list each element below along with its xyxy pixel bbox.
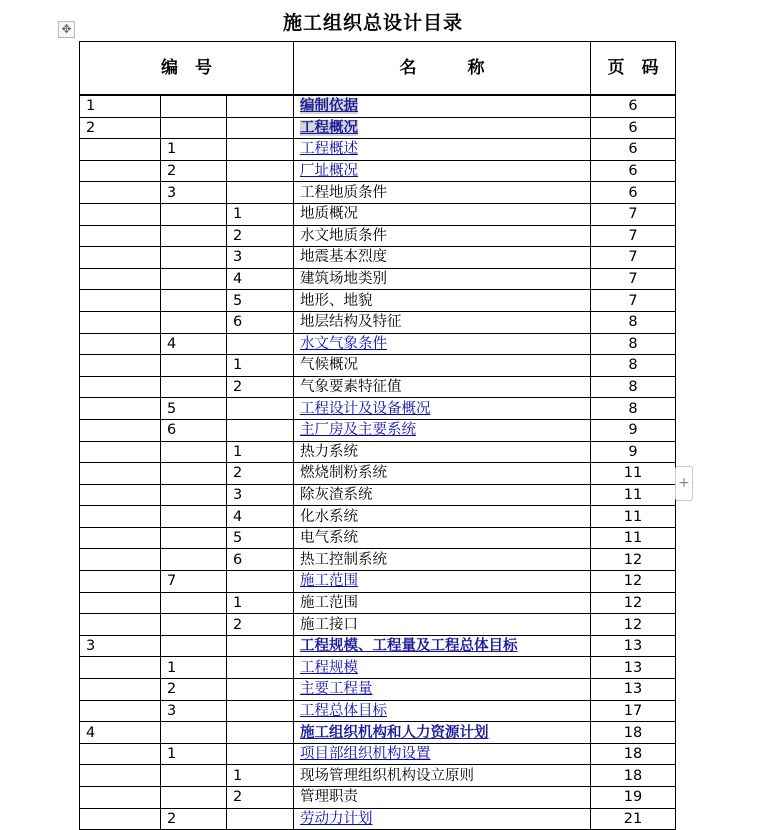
page-number: 9 — [591, 419, 676, 441]
number-level-2: 2 — [161, 160, 227, 182]
entry-link[interactable]: 工程概述 — [300, 141, 359, 158]
number-level-1 — [80, 355, 161, 377]
page-number: 11 — [591, 527, 676, 549]
number-level-3 — [227, 117, 294, 139]
table-row — [80, 722, 676, 744]
table-row — [80, 808, 676, 830]
entry-label: 建筑场地类别 — [300, 271, 388, 288]
table-row — [80, 290, 676, 312]
page-number: 6 — [591, 117, 676, 139]
entry-label: 地层结构及特征 — [300, 314, 402, 331]
table-header-row — [80, 42, 676, 95]
page-number: 11 — [591, 463, 676, 485]
number-level-2: 4 — [161, 333, 227, 355]
entry-name-cell — [294, 290, 591, 312]
document-title: 施工组织总设计目录 — [282, 12, 463, 34]
page-number: 18 — [591, 743, 676, 765]
number-level-3: 4 — [227, 506, 294, 528]
number-level-1 — [80, 787, 161, 809]
table-row — [80, 398, 676, 420]
page-number: 12 — [591, 549, 676, 571]
page-number: 19 — [591, 787, 676, 809]
number-level-3: 1 — [227, 592, 294, 614]
page-number: 12 — [591, 571, 676, 593]
entry-label: 除灰渣系统 — [300, 486, 373, 503]
number-level-2: 7 — [161, 571, 227, 593]
entry-link[interactable]: 项目部组织机构设置 — [300, 746, 431, 763]
number-level-3 — [227, 722, 294, 744]
entry-label: 热工控制系统 — [300, 551, 388, 568]
entry-name-cell — [294, 203, 591, 225]
number-level-3: 1 — [227, 441, 294, 463]
number-level-1 — [80, 203, 161, 225]
page-number: 7 — [591, 290, 676, 312]
number-level-1 — [80, 268, 161, 290]
number-level-1 — [80, 333, 161, 355]
page-number: 21 — [591, 808, 676, 830]
entry-label: 管理职责 — [300, 789, 359, 806]
number-level-2: 3 — [161, 700, 227, 722]
table-row — [80, 419, 676, 441]
entry-link[interactable]: 工程总体目标 — [300, 702, 388, 719]
number-level-2 — [161, 290, 227, 312]
entry-link[interactable]: 施工组织机构和人力资源计划 — [300, 724, 489, 741]
entry-name-cell — [294, 614, 591, 636]
table-row — [80, 160, 676, 182]
number-level-2 — [161, 549, 227, 571]
page-number: 11 — [591, 484, 676, 506]
number-level-1 — [80, 441, 161, 463]
number-level-1 — [80, 614, 161, 636]
table-row — [80, 787, 676, 809]
number-level-3 — [227, 808, 294, 830]
number-level-2 — [161, 355, 227, 377]
number-level-3: 2 — [227, 463, 294, 485]
entry-name-cell — [294, 160, 591, 182]
table-row — [80, 549, 676, 571]
toc-table — [79, 41, 676, 830]
number-level-1 — [80, 182, 161, 204]
table-row — [80, 203, 676, 225]
number-level-2 — [161, 203, 227, 225]
number-level-3: 2 — [227, 787, 294, 809]
header-number: 编 号 — [80, 42, 294, 95]
page-number: 13 — [591, 679, 676, 701]
entry-name-cell — [294, 333, 591, 355]
number-level-2 — [161, 527, 227, 549]
entry-name-cell — [294, 506, 591, 528]
number-level-3 — [227, 700, 294, 722]
number-level-3: 6 — [227, 311, 294, 333]
page-number: 6 — [591, 160, 676, 182]
table-row — [80, 182, 676, 204]
page-number: 8 — [591, 398, 676, 420]
number-level-3 — [227, 160, 294, 182]
page-number: 7 — [591, 247, 676, 269]
number-level-3: 6 — [227, 549, 294, 571]
table-row — [80, 96, 676, 118]
entry-label: 气候概况 — [300, 357, 359, 374]
table-row — [80, 463, 676, 485]
number-level-2: 5 — [161, 398, 227, 420]
entry-name-cell — [294, 96, 591, 118]
number-level-1 — [80, 592, 161, 614]
table-row — [80, 700, 676, 722]
entry-label: 地形、地貌 — [300, 292, 373, 309]
table-row — [80, 657, 676, 679]
page-number: 6 — [591, 182, 676, 204]
number-level-3 — [227, 679, 294, 701]
table-row — [80, 571, 676, 593]
number-level-2 — [161, 635, 227, 657]
page-number: 8 — [591, 376, 676, 398]
entry-name-cell — [294, 765, 591, 787]
number-level-2: 2 — [161, 679, 227, 701]
table-row — [80, 679, 676, 701]
table-row — [80, 635, 676, 657]
page-number: 8 — [591, 333, 676, 355]
number-level-1 — [80, 225, 161, 247]
number-level-2 — [161, 96, 227, 118]
number-level-2 — [161, 247, 227, 269]
number-level-1 — [80, 743, 161, 765]
page-number: 18 — [591, 765, 676, 787]
number-level-3: 3 — [227, 247, 294, 269]
table-row — [80, 355, 676, 377]
entry-link[interactable]: 工程规模 — [300, 659, 359, 676]
number-level-2: 3 — [161, 182, 227, 204]
table-row — [80, 527, 676, 549]
table-row — [80, 592, 676, 614]
number-level-1 — [80, 160, 161, 182]
page-number: 7 — [591, 203, 676, 225]
entry-label: 热力系统 — [300, 443, 359, 460]
number-level-2: 1 — [161, 139, 227, 161]
entry-name-cell — [294, 311, 591, 333]
page-number: 18 — [591, 722, 676, 744]
entry-link[interactable]: 主要工程量 — [300, 681, 373, 698]
number-level-2 — [161, 225, 227, 247]
page-number: 8 — [591, 311, 676, 333]
table-row — [80, 225, 676, 247]
add-column-icon[interactable]: + — [675, 466, 693, 501]
entry-name-cell — [294, 635, 591, 657]
entry-label: 地质概况 — [300, 206, 359, 223]
table-row — [80, 117, 676, 139]
number-level-2: 6 — [161, 419, 227, 441]
page-number: 7 — [591, 225, 676, 247]
entry-name-cell — [294, 549, 591, 571]
entry-name-cell — [294, 376, 591, 398]
number-level-2 — [161, 765, 227, 787]
table-row — [80, 376, 676, 398]
page-number: 11 — [591, 506, 676, 528]
number-level-3: 4 — [227, 268, 294, 290]
table-row — [80, 139, 676, 161]
number-level-1 — [80, 376, 161, 398]
number-level-3: 2 — [227, 376, 294, 398]
table-row — [80, 333, 676, 355]
number-level-1 — [80, 139, 161, 161]
page-number: 6 — [591, 96, 676, 118]
entry-link[interactable]: 施工范围 — [300, 573, 359, 590]
entry-link[interactable]: 水文气象条件 — [300, 335, 388, 352]
table-row — [80, 441, 676, 463]
number-level-1 — [80, 765, 161, 787]
entry-label: 施工范围 — [300, 594, 359, 611]
number-level-2 — [161, 506, 227, 528]
entry-label: 水文地质条件 — [300, 227, 388, 244]
table-row — [80, 311, 676, 333]
number-level-1 — [80, 700, 161, 722]
number-level-2: 1 — [161, 657, 227, 679]
number-level-1 — [80, 463, 161, 485]
entry-name-cell — [294, 808, 591, 830]
entry-link[interactable]: 工程概况 — [300, 119, 359, 136]
number-level-3: 3 — [227, 484, 294, 506]
number-level-1 — [80, 527, 161, 549]
entry-label: 工程地质条件 — [300, 184, 388, 201]
number-level-3: 5 — [227, 290, 294, 312]
page-number: 17 — [591, 700, 676, 722]
entry-link[interactable]: 厂址概况 — [300, 163, 359, 180]
header-page: 页 码 — [591, 42, 676, 95]
page-number: 9 — [591, 441, 676, 463]
header-name: 名 称 — [294, 42, 591, 95]
number-level-3: 2 — [227, 614, 294, 636]
number-level-2 — [161, 463, 227, 485]
number-level-3 — [227, 419, 294, 441]
number-level-1 — [80, 657, 161, 679]
entry-name-cell — [294, 139, 591, 161]
entry-name-cell — [294, 722, 591, 744]
entry-link[interactable]: 劳动力计划 — [300, 810, 373, 827]
number-level-2 — [161, 592, 227, 614]
entry-name-cell — [294, 743, 591, 765]
entry-label: 燃烧制粉系统 — [300, 465, 388, 482]
number-level-2: 2 — [161, 808, 227, 830]
number-level-3: 1 — [227, 203, 294, 225]
number-level-1 — [80, 290, 161, 312]
number-level-1: 2 — [80, 117, 161, 139]
entry-name-cell — [294, 463, 591, 485]
number-level-3: 5 — [227, 527, 294, 549]
entry-name-cell — [294, 484, 591, 506]
number-level-1 — [80, 484, 161, 506]
table-row — [80, 743, 676, 765]
number-level-1: 3 — [80, 635, 161, 657]
number-level-2 — [161, 722, 227, 744]
entry-name-cell — [294, 117, 591, 139]
number-level-2 — [161, 311, 227, 333]
entry-name-cell — [294, 355, 591, 377]
number-level-2 — [161, 484, 227, 506]
number-level-3: 2 — [227, 225, 294, 247]
number-level-3 — [227, 398, 294, 420]
table-row — [80, 484, 676, 506]
number-level-1 — [80, 571, 161, 593]
table-row — [80, 506, 676, 528]
table-row — [80, 614, 676, 636]
entry-name-cell — [294, 679, 591, 701]
number-level-3 — [227, 182, 294, 204]
number-level-1: 4 — [80, 722, 161, 744]
number-level-3 — [227, 333, 294, 355]
number-level-3 — [227, 96, 294, 118]
page-number: 7 — [591, 268, 676, 290]
number-level-2 — [161, 614, 227, 636]
number-level-3 — [227, 139, 294, 161]
entry-link[interactable]: 编制依据 — [300, 98, 359, 115]
entry-label: 气象要素特征值 — [300, 379, 402, 396]
entry-label: 施工接口 — [300, 616, 359, 633]
entry-name-cell — [294, 527, 591, 549]
table-row — [80, 247, 676, 269]
number-level-1 — [80, 398, 161, 420]
number-level-1: 1 — [80, 96, 161, 118]
entry-name-cell — [294, 225, 591, 247]
page-number: 13 — [591, 657, 676, 679]
table-row — [80, 268, 676, 290]
entry-name-cell — [294, 441, 591, 463]
entry-name-cell — [294, 592, 591, 614]
entry-name-cell — [294, 657, 591, 679]
number-level-2: 1 — [161, 743, 227, 765]
table-move-handle-icon[interactable]: ✥ — [58, 21, 75, 38]
entry-link[interactable]: 工程设计及设备概况 — [300, 400, 431, 417]
entry-label: 地震基本烈度 — [300, 249, 388, 266]
entry-name-cell — [294, 247, 591, 269]
entry-name-cell — [294, 571, 591, 593]
number-level-1 — [80, 808, 161, 830]
entry-name-cell — [294, 182, 591, 204]
number-level-3: 1 — [227, 355, 294, 377]
entry-name-cell — [294, 700, 591, 722]
entry-name-cell — [294, 398, 591, 420]
entry-link[interactable]: 主厂房及主要系统 — [300, 422, 417, 439]
page-number: 12 — [591, 614, 676, 636]
number-level-1 — [80, 549, 161, 571]
number-level-3 — [227, 657, 294, 679]
entry-link[interactable]: 工程规模、工程量及工程总体目标 — [300, 638, 518, 655]
number-level-3 — [227, 571, 294, 593]
page-number: 12 — [591, 592, 676, 614]
number-level-3: 1 — [227, 765, 294, 787]
number-level-2 — [161, 117, 227, 139]
number-level-2 — [161, 441, 227, 463]
number-level-1 — [80, 419, 161, 441]
number-level-1 — [80, 679, 161, 701]
entry-label: 现场管理组织机构设立原则 — [300, 767, 475, 784]
number-level-2 — [161, 268, 227, 290]
page-number: 13 — [591, 635, 676, 657]
number-level-1 — [80, 247, 161, 269]
page-number: 8 — [591, 355, 676, 377]
page-number: 6 — [591, 139, 676, 161]
entry-label: 电气系统 — [300, 530, 359, 547]
number-level-3 — [227, 743, 294, 765]
table-row — [80, 765, 676, 787]
toc-body — [80, 96, 676, 830]
entry-label: 化水系统 — [300, 508, 359, 525]
entry-name-cell — [294, 419, 591, 441]
number-level-3 — [227, 635, 294, 657]
number-level-1 — [80, 311, 161, 333]
number-level-1 — [80, 506, 161, 528]
number-level-2 — [161, 787, 227, 809]
entry-name-cell — [294, 268, 591, 290]
number-level-2 — [161, 376, 227, 398]
entry-name-cell — [294, 787, 591, 809]
